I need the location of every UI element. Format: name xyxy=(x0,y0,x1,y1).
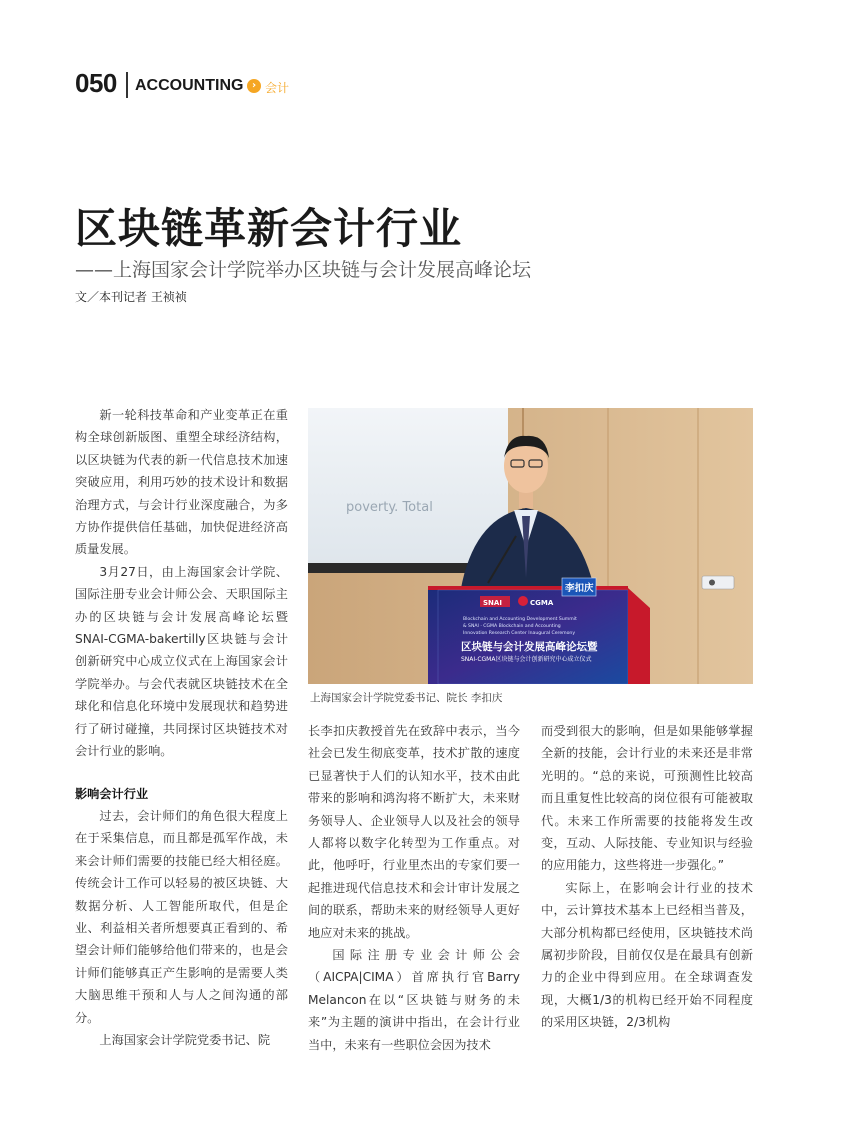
paragraph: 新一轮科技革命和产业变革正在重构全球创新版图、重塑全球经济结构，以区块链为代表的新一代信息技术加速突破应用，利用巧妙的技术设计和数据治理方式，与会计行业深度融合，为多方协作提供信任基础，加快促进经济高质量发展。 xyxy=(75,408,288,557)
speaker-photo-illustration xyxy=(308,408,753,684)
banner-line-3: Innovation Research Center Inaugural Ceremony xyxy=(463,631,576,636)
paragraph: 3月27日，由上海国家会计学院、国际注册专业会计师公会、天职国际主办的区块链与会计发展高峰论坛暨SNAI-CGMA-bakertilly区块链与会计创新研究中心成立仪式在上海国家会计学院举办。与会代表就区块链技术在全球化和信息化环境中发展现状和趋势进行了研讨碰撞，共同探讨区块链技术对会计行业的影响。 xyxy=(75,564,288,759)
text-column-1 xyxy=(75,404,288,1051)
banner-line-1: Blockchain and Accounting Development Summit xyxy=(463,617,577,622)
logo-snai: SNAI xyxy=(483,599,502,607)
chevron-right-icon: › xyxy=(247,79,261,93)
text-column-2 xyxy=(308,720,520,1056)
section-heading: 影响会计行业 xyxy=(75,786,149,801)
logo-cgma: CGMA xyxy=(530,599,554,607)
paragraph: 实际上，在影响会计行业的技术中，云计算技术基本上已经相当普及，大部分机构都已经使用，区块链技术尚属初步阶段，目前仅仅是在最具有创新力的企业中得到应用。在全球调查发现，大概1/3的机构已经开始不同程度的采用区块链，2/3机构 xyxy=(541,880,753,1030)
article-title: 区块链革新会计行业 xyxy=(75,204,463,253)
article-photo xyxy=(308,408,753,684)
section-title-en: ACCOUNTING xyxy=(135,77,244,94)
header-divider xyxy=(126,72,128,98)
article-subtitle: ——上海国家会计学院举办区块链与会计发展高峰论坛 xyxy=(75,259,532,281)
paragraph: 国际注册专业会计师公会（AICPA|CIMA）首席执行官Barry Melancon在以“区块链与财务的未来”为主题的演讲中指出，在会计行业当中，未来有一些职位会因为技术 xyxy=(308,948,520,1052)
page-number: 050 xyxy=(75,68,117,98)
text-column-3 xyxy=(541,720,753,1034)
paragraph: 长李扣庆教授首先在致辞中表示，当今社会已发生彻底变革，技术扩散的速度已显著快于人们的认知水平，技术由此带来的影响和鸿沟将不断扩大，未来财务领导人、企业领导人以及社会的领导人都将以数字化转型为工作重点。对此，他呼吁，行业里杰出的专家们要一起推进现代信息技术和会计审计发展之间的联系，帮助未来的财经领导人更好地应对未来的挑战。 xyxy=(308,724,520,940)
photo-caption: 上海国家会计学院党委书记、院长 李扣庆 xyxy=(310,692,503,704)
paragraph: 而受到很大的影响，但是如果能够掌握全新的技能，会计行业的未来还是非常光明的。“总的来说，可预测性比较高而且重复性比较高的岗位很有可能被取代。未来工作所需要的技能将发生改变，互动、人际技能、专业知识与经验的应用能力，这些将进一步强化。” xyxy=(541,724,753,873)
banner-subtitle: SNAI-CGMA区块链与会计创新研究中心成立仪式 xyxy=(461,656,592,663)
paragraph: 上海国家会计学院党委书记、院 xyxy=(99,1032,271,1047)
banner-line-2: & SNAI · CGMA Blockchain and Accounting xyxy=(463,624,561,629)
paragraph: 过去，会计师们的角色很大程度上在于采集信息，而且都是孤军作战，未来会计师们需要的技能已经大相径庭。传统会计工作可以轻易的被区块链、大数据分析、人工智能所取代，但是企业、利益相关者所想要真正看到的、希望会计师们能够给他们带来的，也是会计师们能够真正产生影响的是需要人类大脑思维干预和人与人之间沟通的部分。 xyxy=(75,808,288,1025)
banner-title: 区块链与会计发展高峰论坛暨 xyxy=(461,641,598,653)
article-byline: 文／本刊记者 王祯祯 xyxy=(75,290,187,304)
section-title-cn: 会计 xyxy=(265,81,290,95)
screen-text: poverty. Total xyxy=(346,500,433,515)
nameplate: 李扣庆 xyxy=(565,583,594,594)
